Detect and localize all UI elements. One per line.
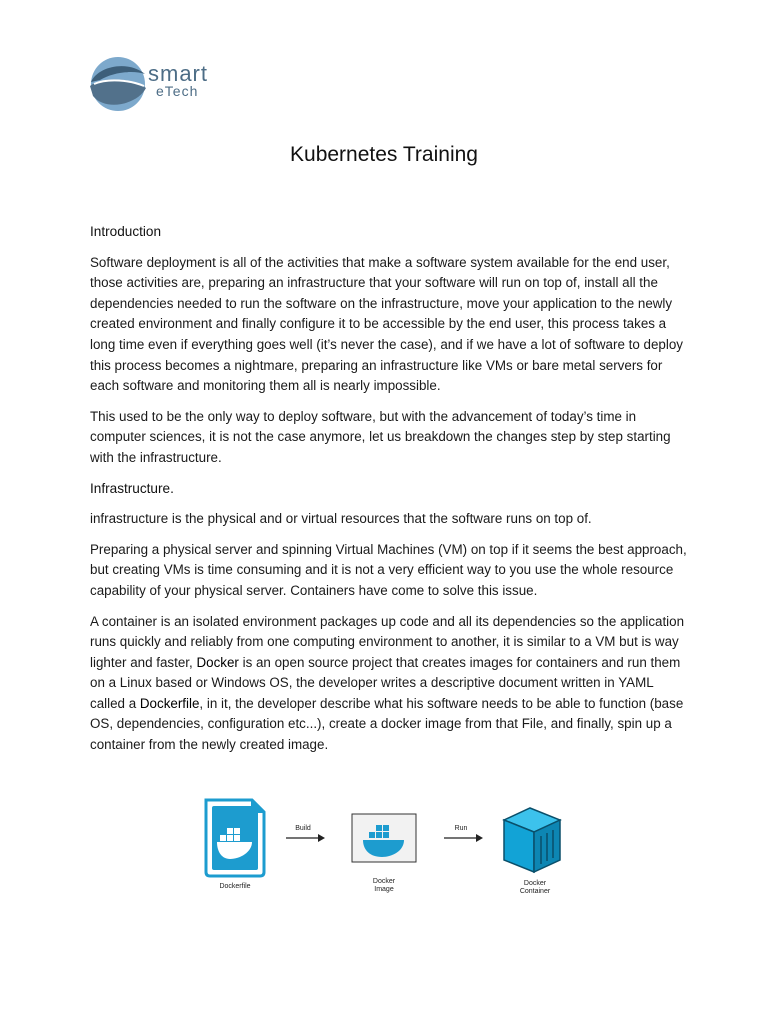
intro-paragraph-2: This used to be the only way to deploy software, but with the advancement of today’s time in computer sciences, it is not the case anymore, let us breakdown the changes step by step starting with the infrastructure. [90,408,671,465]
docker-workflow-diagram [160,780,610,910]
logo-text-smart: smart [148,61,208,86]
dockerfile-term: Dockerfile [139,695,200,711]
arrow-label-run: Run [454,825,468,832]
container-text-part3: , in it, the developer describe what his software needs to be able to function (base OS, dependencies, configuration etc...), create a docker image from that File, and finally, spin up a container from the newly created image. [90,695,684,753]
infra-paragraph-2: Preparing a physical server and spinning Virtual Machines (VM) on top if it seems the best approach, but creating VMs is time consuming and it is not a very efficient way to you use the whole resource capability of your physical server. Containers have come to solve this issue. [90,541,687,598]
docker-term: Docker [196,654,239,670]
section-heading-introduction: Introduction [90,224,162,239]
container-paragraph [90,612,690,756]
intro-paragraph-1: Software deployment is all of the activities that make a software system available for the end user, those activities are, preparing an infrastructure that your software will run on top of, install all the dependencies needed to run the software on the infrastructure, move your application to the newly created environment and finally configure it to be accessible by the end user, this process takes a long time even if everything goes well (it’s never the case), and if we have a lot of software to deploy this process becomes a nightmare, preparing an infrastructure like VMs or bare metal servers for each software and monitoring them all is nearly impossible. [90,254,683,394]
image-whale-icon [352,814,416,862]
run-arrow [444,834,483,842]
node-label-dockerfile: Dockerfile [219,883,251,890]
build-arrow [286,834,325,842]
company-logo [88,56,228,112]
arrow-label-build: Build [295,825,311,832]
container-cube-icon [504,808,560,872]
page-title: Kubernetes Training [290,143,478,166]
node-label-docker-container: Docker Container [519,880,551,895]
logo-swoosh-icon [88,56,148,112]
document-body [90,222,690,766]
container-text-part2: is an open source project that creates images for containers and run them on a Linux based or Windows OS, the developer writes a descriptive document written in YAML called a [90,654,681,711]
section-heading-infrastructure: Infrastructure. [90,480,174,496]
node-label-docker-image: Docker Image [372,878,396,893]
container-text-part1: A container is an isolated environment packages up code and all its dependencies so the application runs quickly and reliably from one computing environment to another, it is similar to a VM but is way lighter and faster, [90,613,685,670]
infra-paragraph-1: infrastructure is the physical and or virtual resources that the software runs on top of. [90,511,592,527]
logo-text-etech: eTech [156,83,199,99]
file-whale-icon [206,800,264,876]
